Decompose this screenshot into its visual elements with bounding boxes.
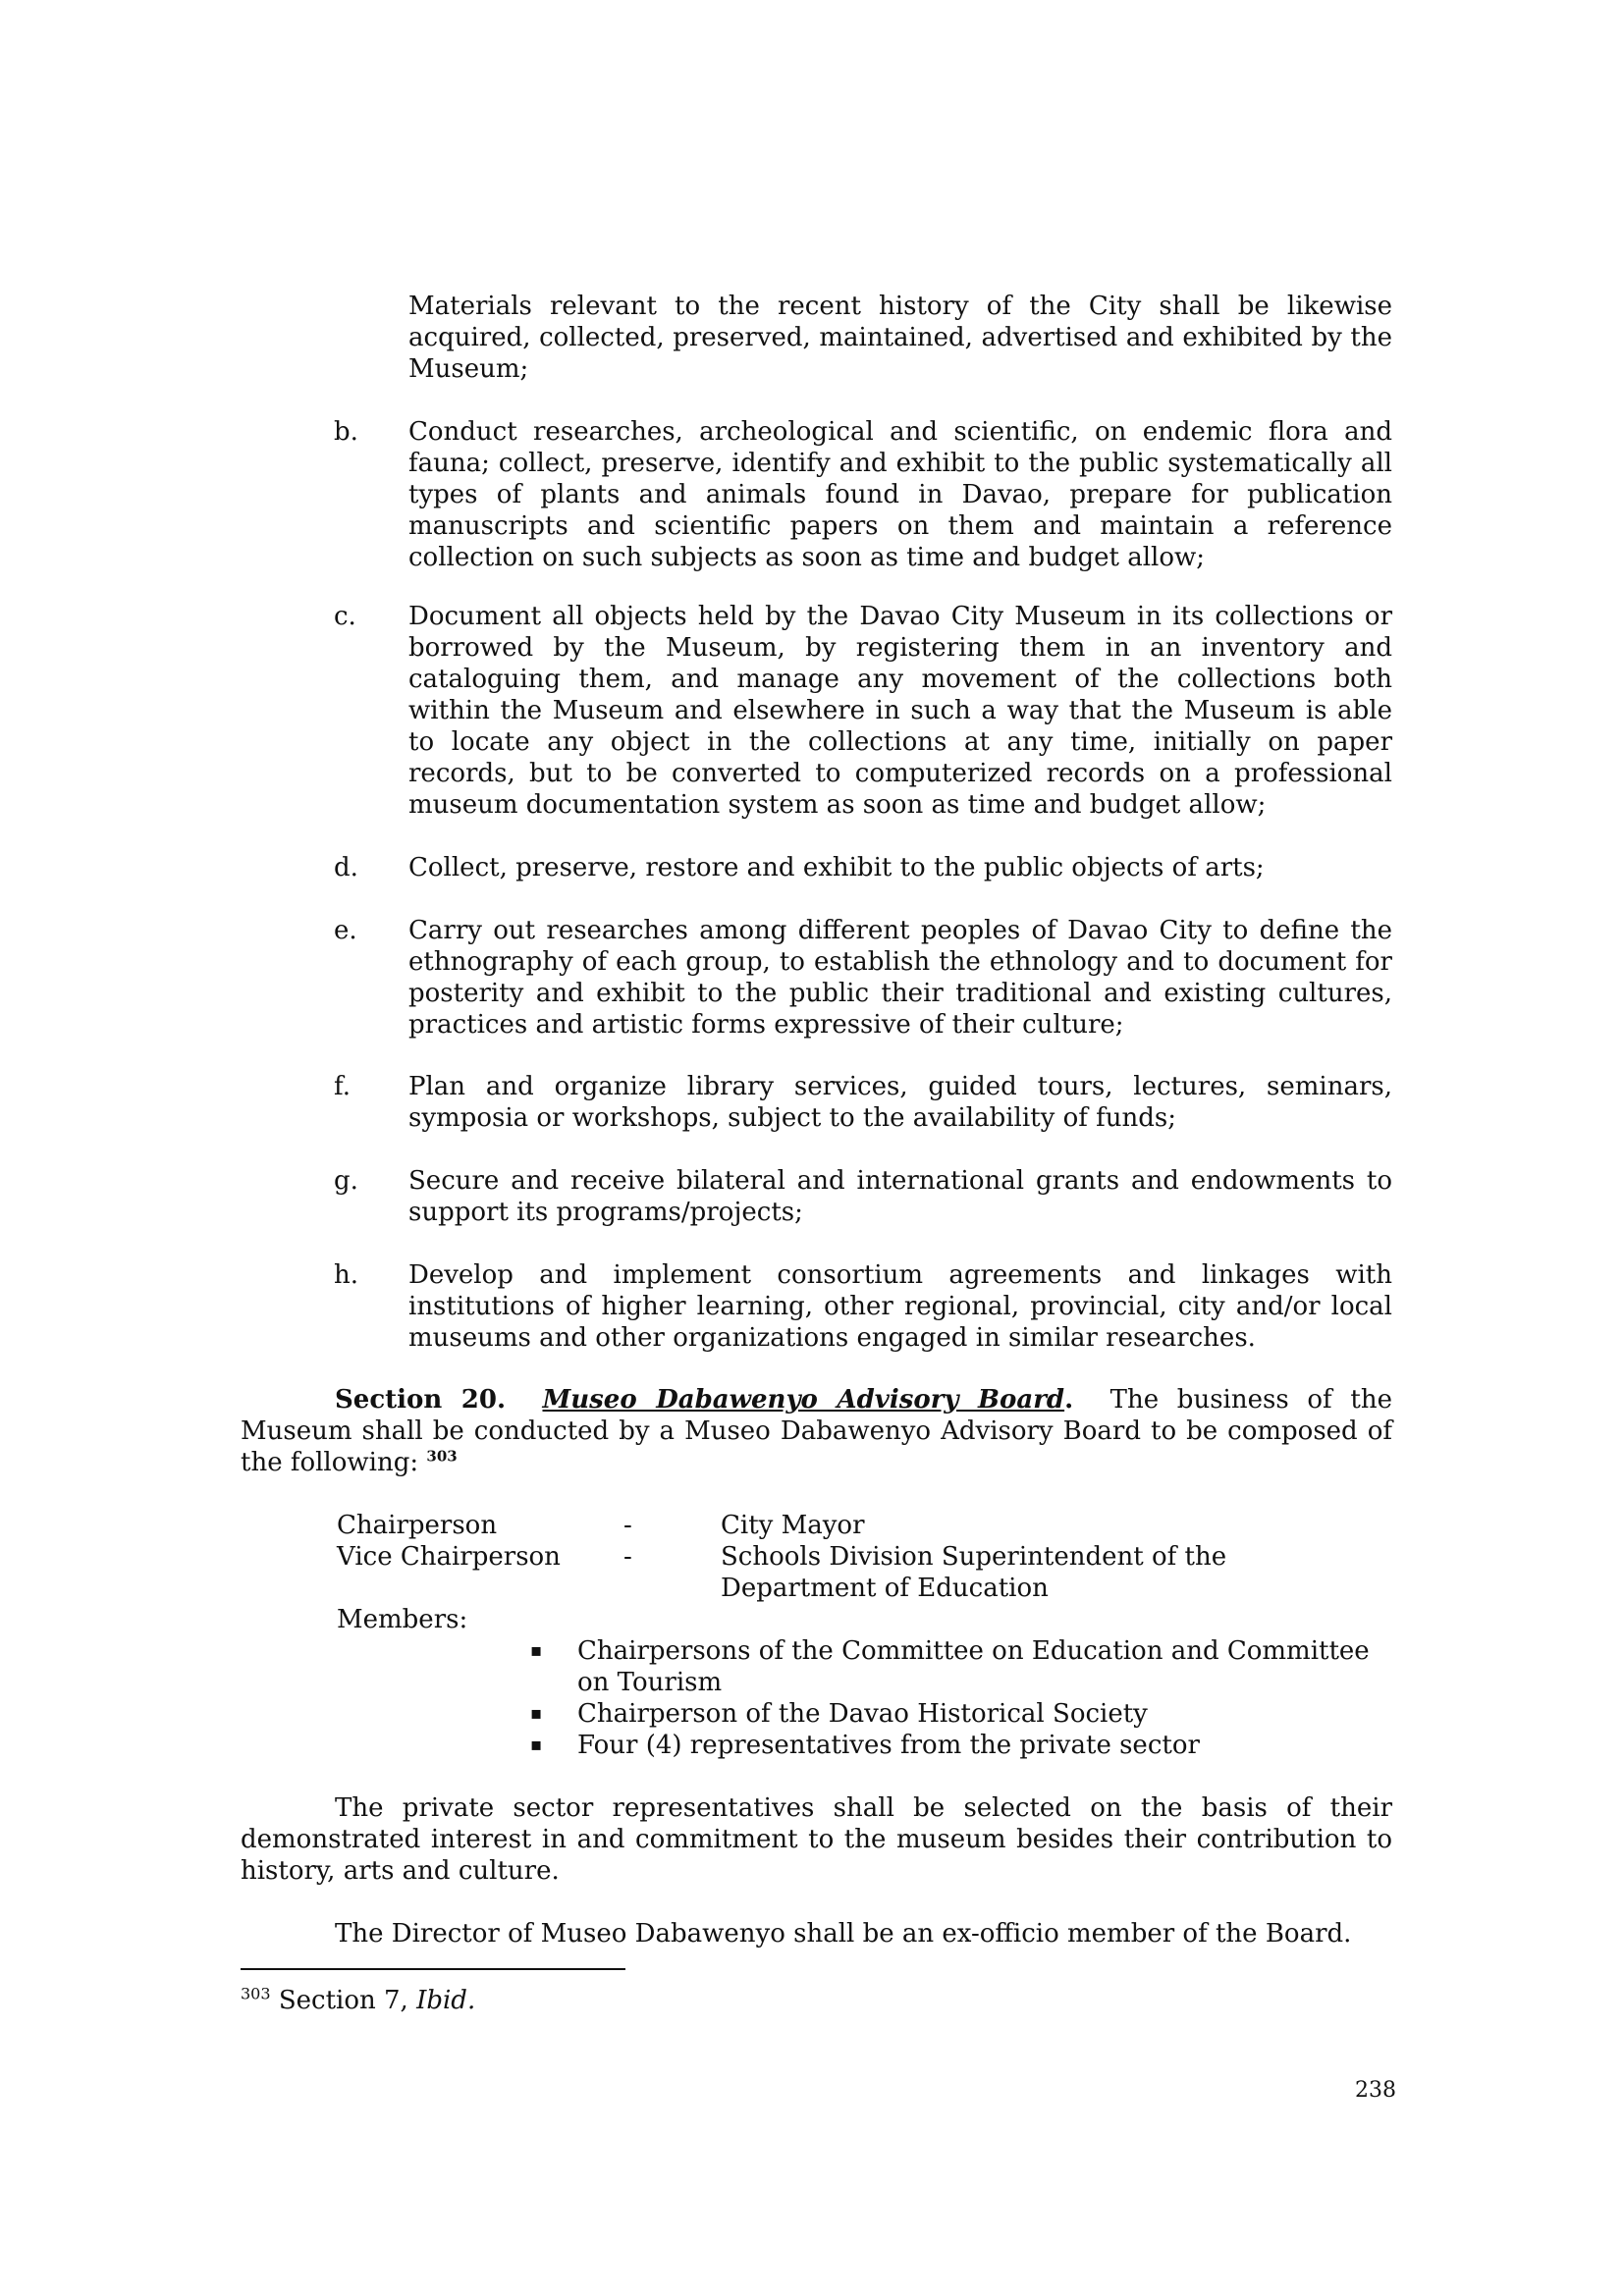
roster-role: Vice Chairperson — [337, 1542, 561, 1572]
roster-dash: - — [623, 1511, 632, 1540]
continuation-paragraph: Materials relevant to the recent history of the City shall be likewise acquired, collected, preserved, maintained, advertised and exhibited by the Museum; — [408, 292, 1392, 384]
list-item-text: Conduct researches, archeological and scientific, on endemic flora and fauna; collect, preserve, identify and exhibit to the public systematically all types of plants and animals found in Davao, prepare for publication manuscripts and scientific papers on them and maintain a reference collection on such subjects as soon as time and budget allow; — [408, 417, 1392, 572]
footnote-text: Section 7, — [278, 1986, 408, 2015]
bullet-icon: ▪ — [530, 1735, 543, 1755]
footnote — [241, 1985, 475, 2016]
members-list — [530, 1635, 1392, 1761]
list-item-letter: c. — [334, 602, 356, 631]
list-item-letter: h. — [334, 1260, 359, 1290]
member-text: Chairpersons of the Committee on Education and Committee on Tourism — [577, 1636, 1370, 1697]
list-item-letter: b. — [334, 417, 358, 447]
section-title-period: . — [1064, 1385, 1074, 1415]
section-body: The business of the Museum shall be conducted by a Museo Dabawenyo Advisory Board to be composed of the following: — [241, 1385, 1392, 1477]
footnote-number: 303 — [241, 1984, 271, 2003]
section-20 — [241, 1384, 1392, 1478]
footnote-divider — [241, 1968, 625, 1970]
list-item-letter: d. — [334, 853, 358, 882]
roster-row — [0, 1510, 1623, 1541]
roster-value: City Mayor — [721, 1511, 865, 1540]
footnote-reference[interactable]: 303 — [426, 1447, 458, 1466]
footnote-ibid: Ibid. — [416, 1986, 476, 2015]
page-number: 238 — [1355, 2078, 1396, 2103]
list-item-letter: f. — [334, 1072, 351, 1101]
list-item — [530, 1635, 1392, 1698]
bullet-icon: ▪ — [530, 1703, 543, 1724]
list-item-text: Secure and receive bilateral and international grants and endowments to support its programs/projects; — [408, 1166, 1392, 1227]
list-item — [530, 1730, 1392, 1761]
paragraph-private-sector: The private sector representatives shall be selected on the basis of their demonstrated interest in and commitment to the museum besides their contribution to history, arts and culture. — [241, 1793, 1392, 1886]
member-text: Chairperson of the Davao Historical Society — [577, 1699, 1148, 1729]
paragraph-director: The Director of Museo Dabawenyo shall be an ex-officio member of the Board. — [335, 1919, 1352, 1949]
section-number: Section 20. — [335, 1385, 507, 1415]
section-title: Museo Dabawenyo Advisory Board — [542, 1385, 1065, 1415]
list-item-letter: g. — [334, 1166, 358, 1196]
list-item-text: Carry out researches among different peoples of Davao City to define the ethnography of each group, to establish the ethnology and to document for posterity and exhibit to the public their traditional and existing cultures, practices and artistic forms expressive of their culture; — [408, 916, 1392, 1040]
bullet-icon: ▪ — [530, 1640, 543, 1661]
roster-role: Chairperson — [337, 1511, 498, 1540]
members-row — [0, 1604, 1623, 1635]
list-item-text: Document all objects held by the Davao City Museum in its collections or borrowed by the Museum, by registering them in an inventory and cataloguing them, and manage any movement of the collections both within the Museum and elsewhere in such a way that the Museum is able to locate any object in the collections at any time, initially on paper records, but to be converted to computerized records on a professional museum documentation system as soon as time and budget allow; — [408, 602, 1392, 820]
roster-row — [0, 1541, 1623, 1604]
list-item-text: Develop and implement consortium agreements and linkages with institutions of higher learning, other regional, provincial, city and/or local museums and other organizations engaged in similar researches. — [408, 1260, 1392, 1353]
roster-value: Schools Division Superintendent of the Department of Education — [721, 1542, 1227, 1603]
list-item — [530, 1698, 1392, 1730]
list-item-letter: e. — [334, 916, 357, 945]
members-label: Members: — [337, 1605, 468, 1634]
list-item-text: Plan and organize library services, guided tours, lectures, seminars, symposia or workshops, subject to the availability of funds; — [408, 1072, 1392, 1133]
list-item-text: Collect, preserve, restore and exhibit to the public objects of arts; — [408, 853, 1265, 882]
board-roster — [0, 1510, 1623, 1635]
roster-dash: - — [623, 1542, 632, 1572]
member-text: Four (4) representatives from the private sector — [577, 1731, 1200, 1760]
